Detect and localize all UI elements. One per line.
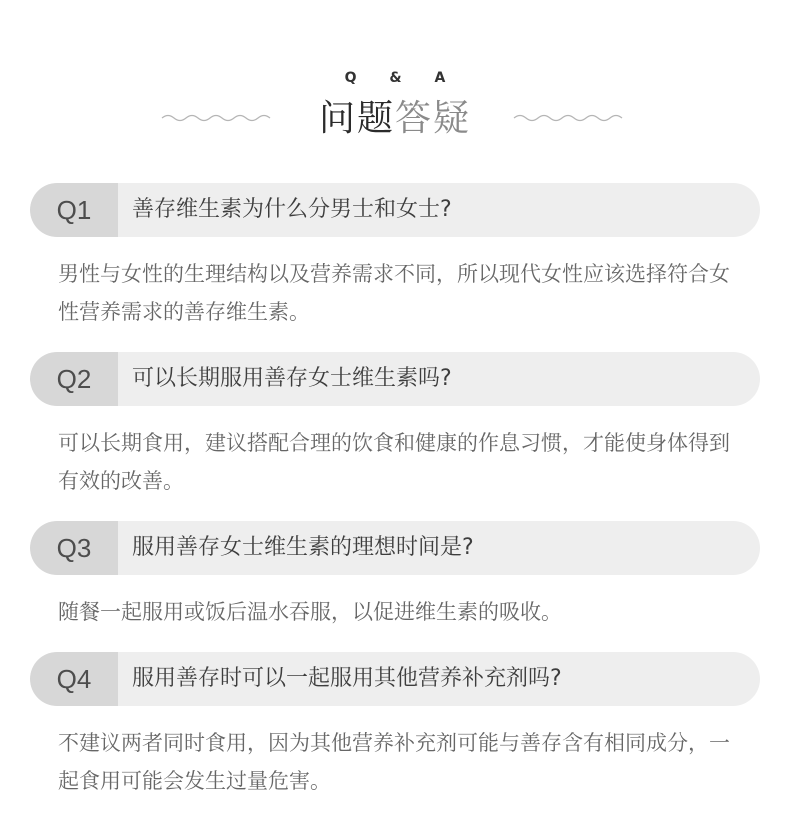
answer-text: 男性与女性的生理结构以及营养需求不同，所以现代女性应该选择符合女性营养需求的善存维生素。 xyxy=(58,262,730,324)
question-text: 善存维生素为什么分男士和女士? xyxy=(132,197,452,222)
question-text: 可以长期服用善存女士维生素吗? xyxy=(132,366,452,391)
question-badge: Q3 xyxy=(30,521,118,575)
question-badge: Q4 xyxy=(30,652,118,706)
question-bar xyxy=(30,352,760,406)
qa-item-3 xyxy=(30,521,760,631)
title-light: 答疑 xyxy=(395,98,472,139)
answer-text: 不建议两者同时食用，因为其他营养补充剂可能与善存含有相同成分，一起食用可能会发生过量危害。 xyxy=(58,731,730,793)
question-bar xyxy=(30,521,760,575)
qa-header xyxy=(0,0,790,160)
question-text: 服用善存时可以一起服用其他营养补充剂吗? xyxy=(132,666,562,691)
page-title xyxy=(0,95,790,143)
answer-text: 可以长期食用，建议搭配合理的饮食和健康的作息习惯，才能使身体得到有效的改善。 xyxy=(58,431,730,493)
question-bar xyxy=(30,183,760,237)
qa-item-2 xyxy=(30,352,760,500)
answer-text: 随餐一起服用或饭后温水吞服，以促进维生素的吸收。 xyxy=(58,600,562,624)
qa-sub-label: Q & A xyxy=(344,70,460,86)
title-strong: 问题 xyxy=(318,98,395,139)
qa-item-4 xyxy=(30,652,760,800)
wave-divider-right-icon xyxy=(512,110,624,126)
qa-item-1 xyxy=(30,183,760,331)
question-bar xyxy=(30,652,760,706)
question-badge: Q2 xyxy=(30,352,118,406)
question-text: 服用善存女士维生素的理想时间是? xyxy=(132,535,474,560)
question-badge: Q1 xyxy=(30,183,118,237)
